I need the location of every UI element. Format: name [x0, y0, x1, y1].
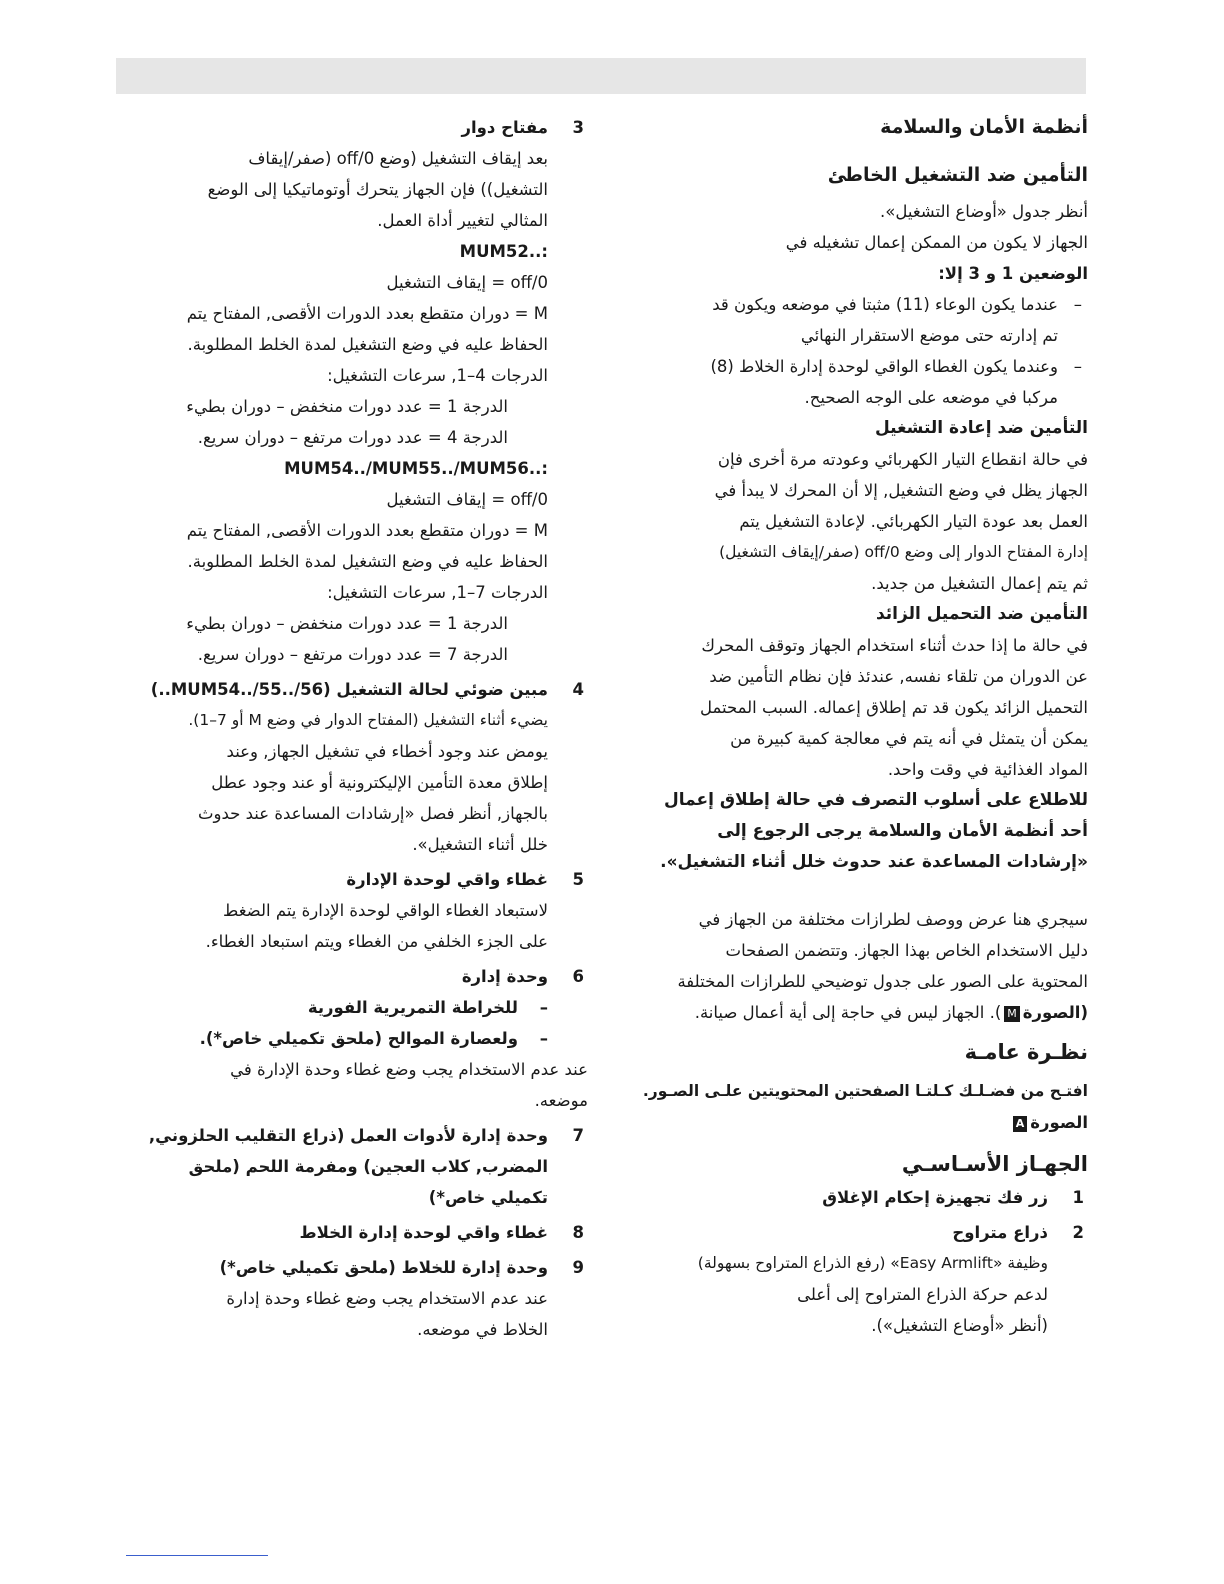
condition-line: مركبا في موضعه على الوجه الصحيح.: [804, 388, 1058, 407]
item-line: بالجهاز, أنظر فصل «إرشادات المساعدة عند حدوث: [198, 804, 548, 823]
item-line: الخلاط في موضعه.: [417, 1320, 548, 1339]
item-line: off/0 = إيقاف التشغيل: [386, 273, 548, 292]
model-label: MUM54../MUM55../MUM56..:: [284, 459, 548, 478]
misop-condition-1: [630, 289, 1088, 351]
item-number: 1: [1072, 1188, 1084, 1207]
item-line: على الجزء الخلفي من الغطاء ويتم استبعاد الغطاء.: [205, 932, 548, 951]
description-line: دليل الاستخدام الخاص بهذا الجهاز. وتتضمن الصفحات: [725, 941, 1088, 960]
list-item: [116, 1217, 588, 1248]
item-line: لاستبعاد الغطاء الواقي لوحدة الإدارة يتم الضغط: [223, 901, 548, 920]
overload-line: التحميل الزائد يكون قد تم إطلاق إعماله. السبب المحتمل: [699, 698, 1088, 717]
misoperation-title: التأمين ضد التشغيل الخاطئ: [827, 164, 1088, 186]
description-line: سيجري هنا عرض ووصف لطرازات مختلفة من الجهاز في: [698, 910, 1088, 929]
item-title: المضرب, كلاب العجين) ومفرمة اللحم (ملحق: [188, 1157, 548, 1176]
item-title: مفتاح دوار: [461, 118, 548, 137]
item-line: التشغيل)) فإن الجهاز يتحرك أوتوماتيكيا إلى الوضع: [207, 180, 548, 199]
item-line: الحفاظ عليه في وضع التشغيل لمدة الخلط المطلوبة.: [187, 335, 548, 354]
item-line: عند عدم الاستخدام يجب وضع غطاء وحدة الإدارة في: [230, 1060, 588, 1079]
speed-line: الدرجة 1 = عدد دورات منخفض – دوران بطيء: [186, 397, 508, 416]
overload-protection-title: التأمين ضد التحميل الزائد: [875, 604, 1088, 624]
item-line: M = دوران متقطع بعدد الدورات الأقصى, المفتاح يتم: [186, 521, 548, 540]
item-line: إطلاق معدة التأمين الإليكترونية أو عند وجود عطل: [211, 773, 548, 792]
restart-protection-title: التأمين ضد إعادة التشغيل: [874, 418, 1088, 438]
item-number: 8: [572, 1223, 584, 1242]
list-item: [116, 864, 588, 957]
item-line: الدرجات 7–1, سرعات التشغيل:: [327, 583, 548, 602]
list-item: [116, 961, 588, 992]
item-line: (أنظر «أوضاع التشغيل»).: [871, 1316, 1048, 1335]
item-title: مبين ضوئي لحالة التشغيل (MUM54../55../56..): [150, 680, 548, 699]
item-line: المثالي لتغيير أداة العمل.: [377, 211, 548, 230]
item-line: لدعم حركة الذراع المتراوح إلى أعلى: [797, 1285, 1048, 1304]
item-title: غطاء واقي لوحدة إدارة الخلاط: [299, 1223, 548, 1242]
sub-item: – ولعصارة الموالح (ملحق تكميلي خاص*).: [116, 1023, 588, 1054]
speed-line: الدرجة 7 = عدد دورات مرتفع – دوران سريع.: [197, 645, 508, 664]
item-title: غطاء واقي لوحدة الإدارة: [346, 870, 548, 889]
list-item: [116, 674, 588, 860]
overview-line: افتـح من فضـلـك كـلتـا الصفحتين المحتويتين علـى الصـور.: [642, 1082, 1088, 1100]
restart-line: إدارة المفتاح الدوار إلى وضع off/0 (صفر/إيقاف التشغيل): [719, 543, 1088, 561]
footnote-divider: [126, 1555, 268, 1556]
overview-title: نظـرة عامـة: [964, 1040, 1088, 1064]
item-line: الدرجات 4–1, سرعات التشغيل:: [327, 366, 548, 385]
item-line: يومض عند وجود أخطاء في تشغيل الجهاز, وعند: [226, 742, 548, 761]
speed-line: الدرجة 1 = عدد دورات منخفض – دوران بطيء: [186, 614, 508, 633]
item-number: 2: [1072, 1223, 1084, 1242]
item-title: وحدة إدارة: [461, 967, 548, 986]
item-line: موضعه.: [534, 1091, 588, 1110]
left-column: [116, 112, 588, 1345]
description-tail: ). الجهاز ليس في حاجة إلى أية أعمال صيانة.: [694, 1003, 1002, 1022]
item-number: 3: [572, 118, 584, 137]
item-line: off/0 = إيقاف التشغيل: [386, 490, 548, 509]
item-line: الحفاظ عليه في وضع التشغيل لمدة الخلط المطلوبة.: [187, 552, 548, 571]
base-unit-title: الجهـاز الأسـاسـي: [901, 1152, 1088, 1176]
overload-line: في حالة ما إذا حدث أثناء استخدام الجهاز وتوقف المحرك: [701, 636, 1088, 655]
sub-item: – للخراطة التمريرية الفورية: [116, 992, 588, 1023]
restart-line: العمل بعد عودة التيار الكهربائي. لإعادة التشغيل يتم: [739, 512, 1088, 531]
figure-badge-m: M: [1004, 1006, 1020, 1022]
item-number: 6: [572, 967, 584, 986]
condition-line: – وعندما يكون الغطاء الواقي لوحدة إدارة الخلاط (8): [710, 357, 1058, 376]
list-item: [116, 1252, 588, 1345]
safety-systems-title: أنظمة الأمان والسلامة: [880, 116, 1088, 138]
item-line: وظيفة «Easy Armlift» (رفع الذراع المتراوح بسهولة): [697, 1254, 1048, 1272]
item-title: ذراع متراوح: [952, 1223, 1048, 1242]
overload-line: المواد الغذائية في وقت واحد.: [887, 760, 1088, 779]
spacer: [630, 1138, 1088, 1148]
item-line: يضيء أثناء التشغيل (المفتاح الدوار في وضع M أو 7–1).: [188, 711, 548, 729]
item-line: خلل أثناء التشغيل».: [412, 835, 548, 854]
figure-badge-a: A: [1013, 1116, 1028, 1132]
restart-line: الجهاز يظل في وضع التشغيل, إلا أن المحرك لا يبدأ في: [714, 481, 1088, 500]
misop-line: الجهاز لا يكون من الممكن إعمال تشغيله في: [785, 233, 1088, 252]
item-title: وحدة إدارة لأدوات العمل (ذراع التقليب الحلزوني,: [148, 1126, 548, 1145]
condition-line: – عندما يكون الوعاء (11) مثبتا في موضعه ويكون قد: [712, 295, 1058, 314]
list-item: [116, 112, 588, 670]
header-band: [116, 58, 1086, 94]
figure-label: (الصورة: [1022, 1003, 1088, 1022]
item-line: M = دوران متقطع بعدد الدورات الأقصى, المفتاح يتم: [186, 304, 548, 323]
item-number: 9: [572, 1258, 584, 1277]
notice-line: «إرشادات المساعدة عند حدوث خلل أثناء التشغيل».: [660, 852, 1088, 872]
misop-condition-2: [630, 351, 1088, 413]
item-number: 5: [572, 870, 584, 889]
restart-line: في حالة انقطاع التيار الكهربائي وعودته مرة أخرى فإن: [717, 450, 1088, 469]
description-line: المحتوية على الصور على جدول توضيحي للطرازات المختلفة: [677, 972, 1088, 991]
item-title: زر فك تجهيزة إحكام الإغلاق: [822, 1188, 1048, 1207]
item-number: 7: [572, 1126, 584, 1145]
item-line: عند عدم الاستخدام يجب وضع غطاء وحدة إدارة: [226, 1289, 548, 1308]
item-number: 4: [572, 680, 584, 699]
item-title: تكميلي خاص*): [428, 1188, 548, 1207]
notice-line: للاطلاع على أسلوب التصرف في حالة إطلاق إعمال: [663, 790, 1088, 810]
item-line: بعد إيقاف التشغيل (وضع off/0 (صفر/إيقاف: [248, 149, 548, 168]
overload-line: عن الدوران من تلقاء نفسه, عندئذ فإن نظام التأمين ضد: [709, 667, 1088, 686]
misop-line: الوضعين 1 و 3 إلا:: [938, 264, 1088, 283]
description-line: [630, 997, 1088, 1028]
model-label: MUM52..:: [459, 242, 548, 261]
misop-line: أنظر جدول «أوضاع التشغيل».: [880, 202, 1088, 221]
speed-line: الدرجة 4 = عدد دورات مرتفع – دوران سريع.: [197, 428, 508, 447]
right-column: [630, 112, 1088, 1341]
figure-label: الصورة: [1030, 1113, 1088, 1132]
notice-line: أحد أنظمة الأمان والسلامة يرجى الرجوع إلى: [717, 821, 1088, 841]
spacer: [630, 878, 1088, 904]
list-item: [116, 1120, 588, 1213]
item-title: وحدة إدارة للخلاط (ملحق تكميلي خاص*): [219, 1258, 548, 1277]
condition-line: تم إدارته حتى موضع الاستقرار النهائي: [800, 326, 1058, 345]
overview-line: [630, 1107, 1088, 1138]
restart-line: ثم يتم إعمال التشغيل من جديد.: [871, 574, 1088, 593]
list-item: [630, 1217, 1088, 1341]
list-item: [630, 1182, 1088, 1213]
overload-line: يمكن أن يتمثل في أنه يتم في معالجة كمية كبيرة من: [730, 729, 1088, 748]
